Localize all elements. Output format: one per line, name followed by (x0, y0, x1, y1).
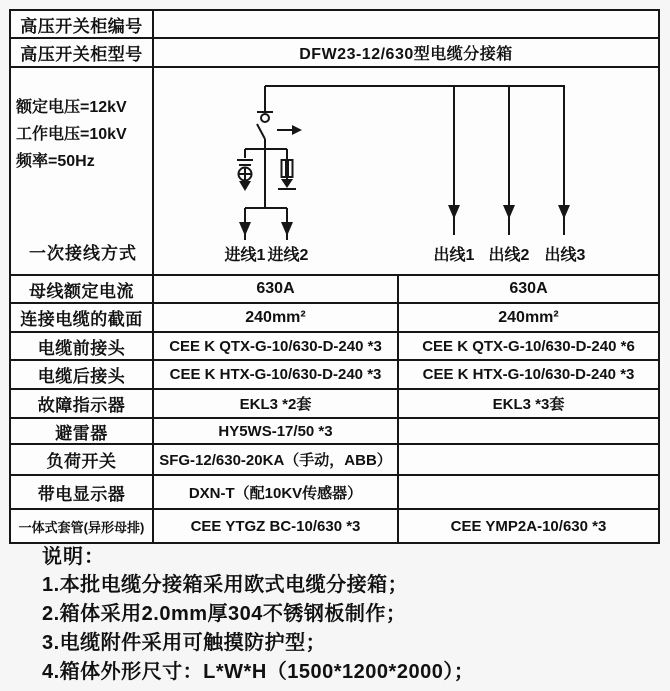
table-row (11, 302, 658, 331)
row-label-cable-rear-joint: 电缆后接头 (11, 361, 154, 388)
cable-section-col2: 240mm² (498, 308, 559, 326)
notes-section (42, 543, 652, 687)
row-label-cabinet-number: 高压开关柜编号 (11, 11, 154, 37)
outgoing-line-3-label: 出线3 (544, 247, 586, 264)
outgoing-arrow (558, 86, 570, 235)
integrated-bushing-col2: CEE YMP2A-10/630 *3 (450, 517, 607, 535)
rated-voltage-text: 额定电压=12kV (16, 99, 127, 116)
table-row (11, 388, 658, 417)
frequency-text: 频率=50Hz (16, 153, 95, 170)
incoming-arrow (281, 208, 293, 240)
cabinet-number-value (154, 11, 658, 37)
load-switch-symbol (257, 86, 273, 208)
note-item-1: 1.本批电缆分接箱采用欧式电缆分接箱； (42, 574, 409, 596)
cable-rear-joint-col1: CEE K HTX-G-10/630-D-240 *3 (154, 361, 399, 388)
outgoing-arrow (448, 86, 460, 235)
row-label-busbar-current: 母线额定电流 (11, 276, 154, 302)
row-label-live-display: 带电显示器 (11, 476, 154, 508)
row-label-fault-indicator: 故障指示器 (11, 390, 154, 417)
rating-params-cell (11, 68, 154, 274)
outgoing-arrow (503, 86, 515, 235)
table-row (11, 37, 658, 66)
fault-indicator-col1: EKL3 *2套 (154, 390, 399, 417)
cabinet-model-value: DFW23-12/630型电缆分接箱 (299, 46, 513, 63)
table-row (11, 474, 658, 508)
note-item-4: 4.箱体外形尺寸：L*W*H（1500*1200*2000）； (42, 661, 475, 683)
single-line-diagram (154, 68, 658, 274)
row-label-cabinet-model: 高压开关柜型号 (11, 39, 154, 66)
row-label-integrated-bushing: 一体式套管(异形母排) (11, 510, 154, 542)
row-label-load-switch: 负荷开关 (11, 445, 154, 474)
load-switch-col1: SFG-12/630-20KA（手动，ABB） (154, 445, 399, 474)
live-display-col2 (399, 476, 658, 508)
row-label-arrester: 避雷器 (11, 419, 154, 443)
busbar-current-col1: 630A (154, 276, 399, 302)
cable-front-joint-col1: CEE K QTX-G-10/630-D-240 *3 (154, 333, 399, 359)
cable-section-col1: 240mm² (154, 304, 399, 331)
switchgear-spec-table (9, 9, 660, 544)
outgoing-line-2-label: 出线2 (488, 247, 530, 264)
table-row (11, 443, 658, 474)
live-display-col1: DXN-T（配10KV传感器） (154, 476, 399, 508)
fault-indicator-col2: EKL3 *3套 (492, 396, 565, 413)
cable-rear-joint-col2: CEE K HTX-G-10/630-D-240 *3 (422, 366, 635, 383)
notes-heading: 说明： (42, 546, 105, 568)
voltage-indicator-symbol (237, 149, 253, 191)
working-voltage-text: 工作电压=10kV (16, 126, 127, 143)
busbar-current-col2: 630A (509, 280, 548, 297)
arrester-col1: HY5WS-17/50 *3 (154, 419, 399, 443)
row-label-cable-front-joint: 电缆前接头 (11, 333, 154, 359)
arrester-col2 (399, 419, 658, 443)
table-row (11, 331, 658, 359)
table-row (11, 508, 658, 542)
cable-front-joint-col2: CEE K QTX-G-10/630-D-240 *6 (422, 337, 635, 355)
table-row (11, 11, 658, 37)
note-item-2: 2.箱体采用2.0mm厚304不锈钢板制作； (42, 603, 407, 625)
integrated-bushing-col1: CEE YTGZ BC-10/630 *3 (154, 510, 399, 542)
row-label-primary-wiring: 一次接线方式 (29, 244, 137, 263)
switch-arrow-icon (277, 125, 302, 135)
table-row (11, 417, 658, 443)
table-row (11, 274, 658, 302)
arrester-symbol (278, 149, 296, 189)
note-item-3: 3.电缆附件采用可触摸防护型； (42, 632, 327, 654)
incoming-arrow (239, 208, 251, 240)
incoming-line-2-label: 进线2 (267, 247, 309, 264)
table-row (11, 359, 658, 388)
row-label-cable-section: 连接电缆的截面 (11, 304, 154, 331)
table-row (11, 66, 658, 274)
incoming-line-1-label: 进线1 (224, 247, 266, 264)
outgoing-line-1-label: 出线1 (433, 247, 475, 264)
load-switch-col2 (399, 445, 658, 474)
